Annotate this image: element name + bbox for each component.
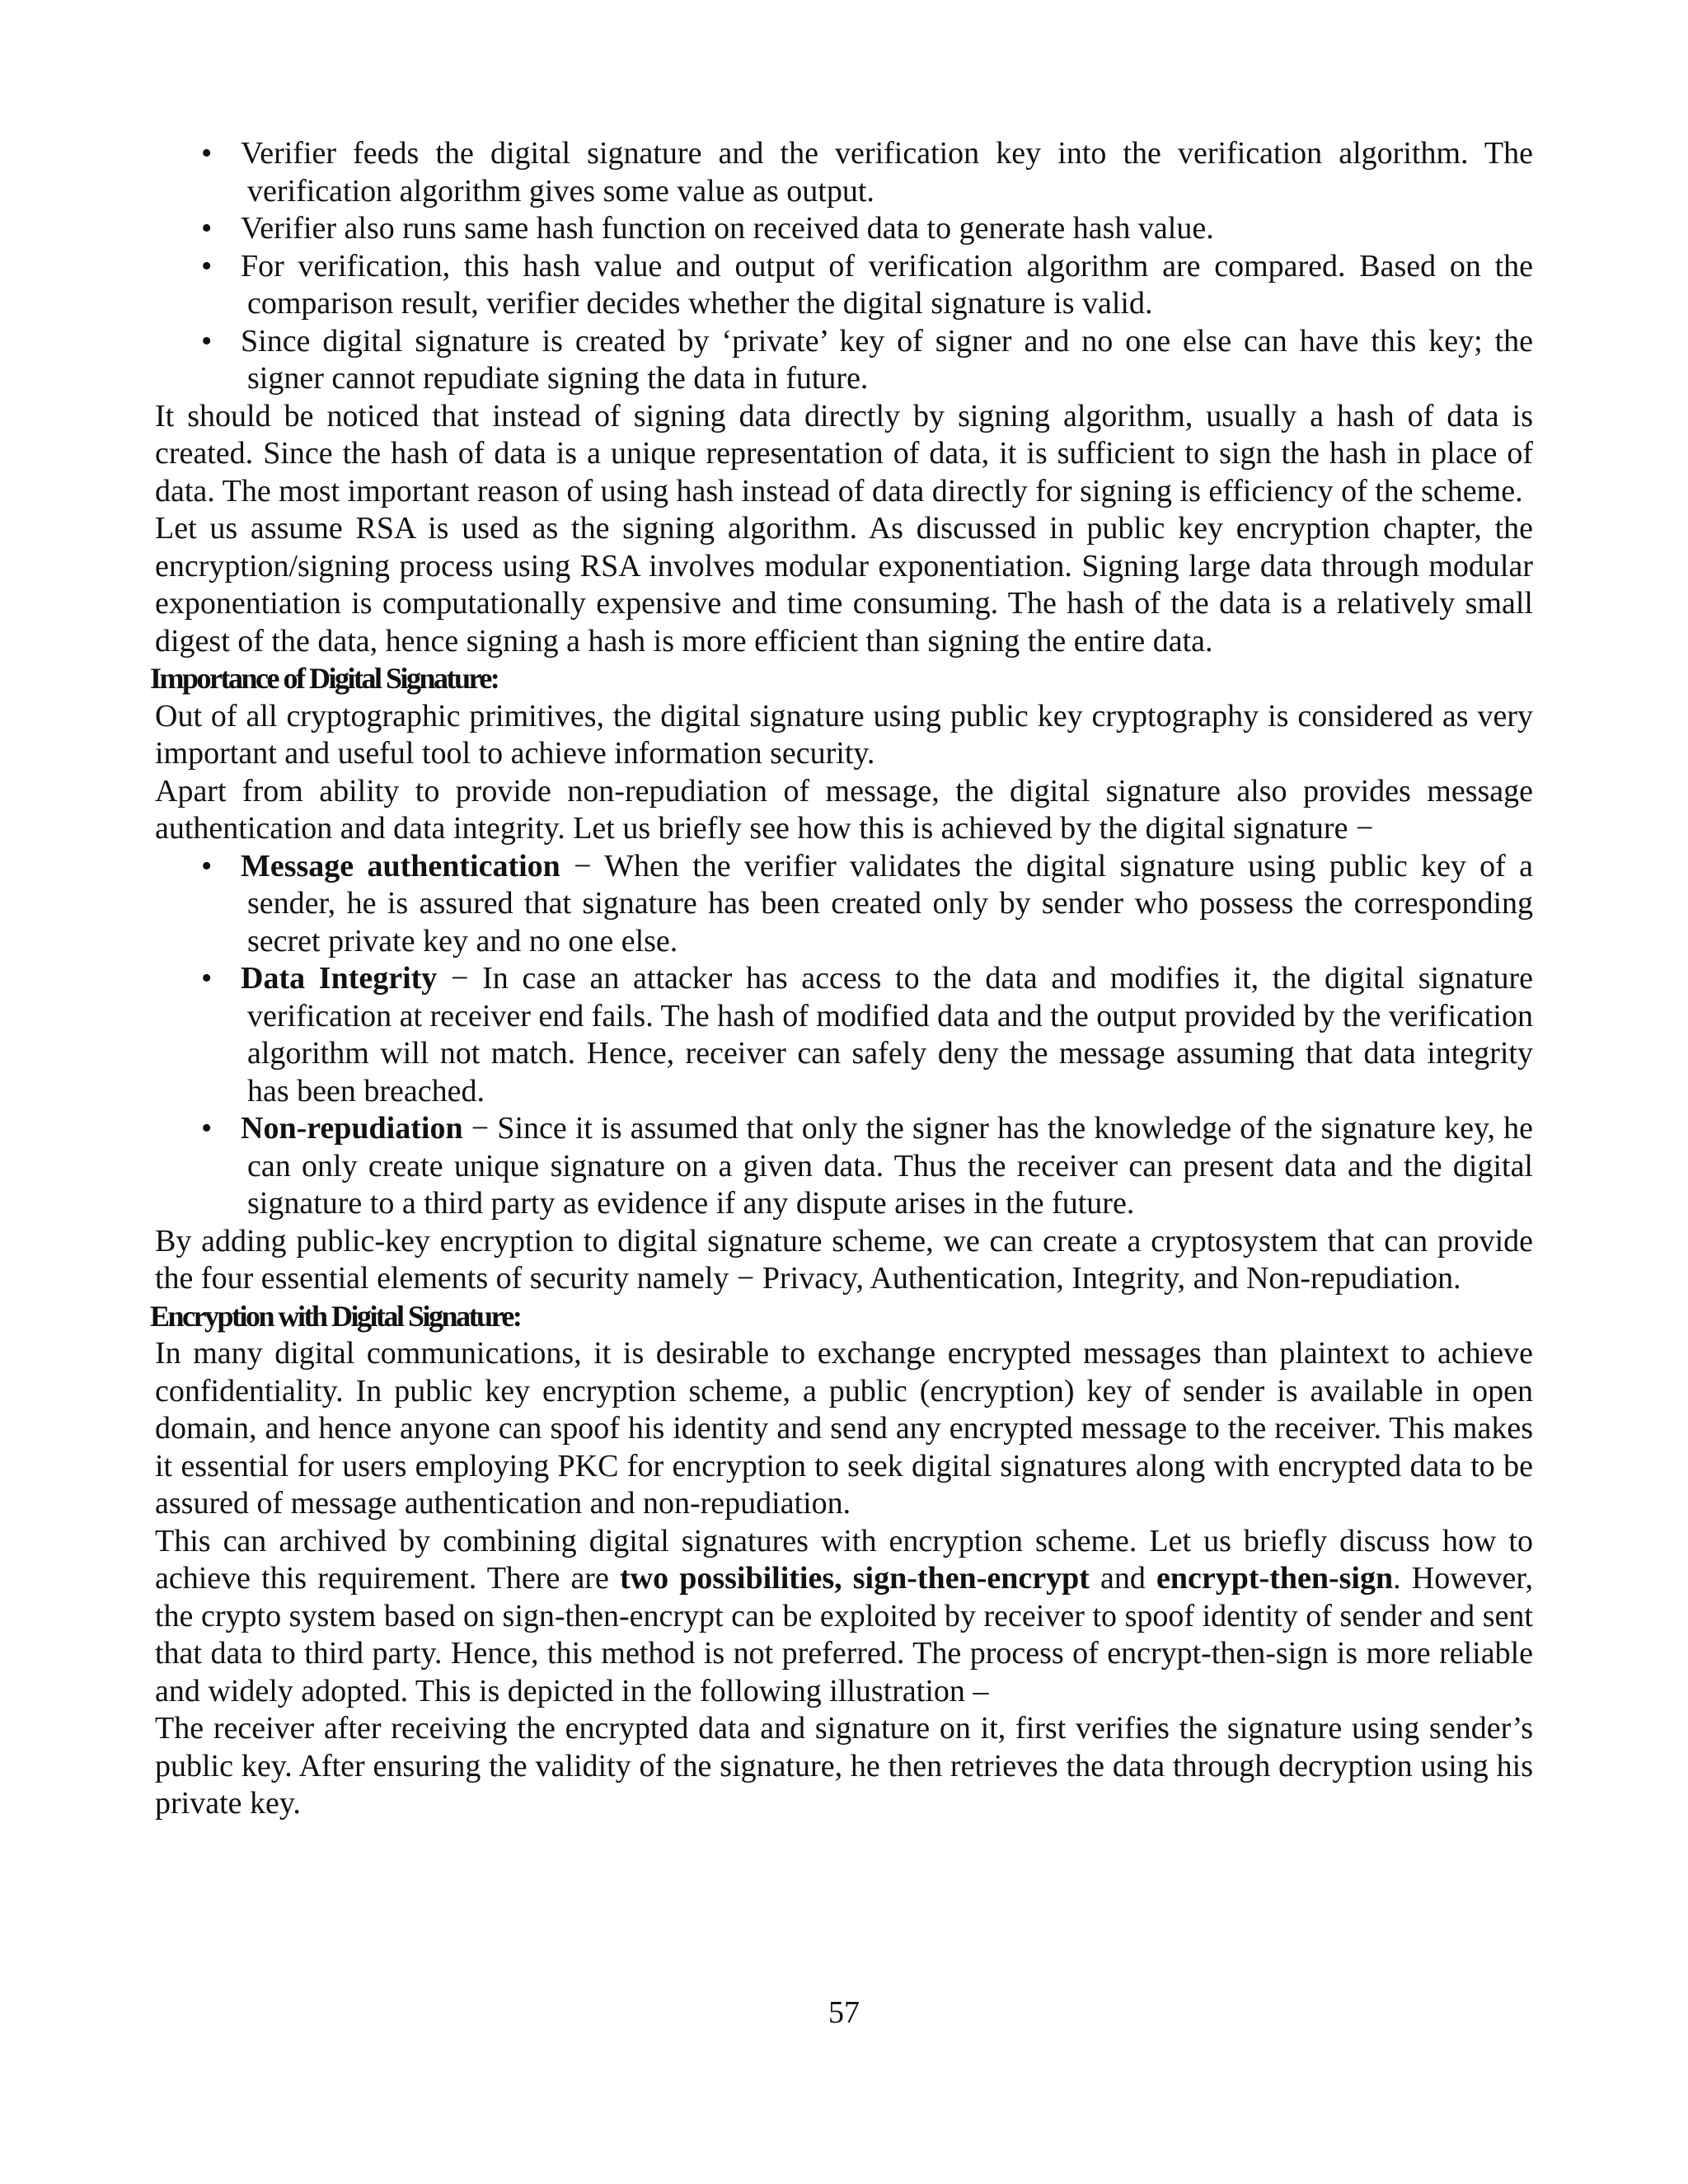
verification-steps-list: [155, 135, 1533, 398]
paragraph-encryption-2: [155, 1523, 1533, 1711]
list-item: [155, 960, 1533, 1110]
list-item: • Verifier also runs same hash function on received data to generate hash value.: [155, 210, 1533, 248]
list-item: [155, 848, 1533, 961]
heading-importance: Importance of Digital Signature:: [150, 662, 499, 695]
list-item: • Verifier feeds the digital signature and the verification key into the verification algorithm. The verification algorithm gives some value as output.: [155, 135, 1533, 210]
term-description: − When the verifier validates the digital signature using public key of a sender, he is assured that signature has been created only by sender who possess the corresponding secret private key and no one else.: [247, 848, 1533, 958]
heading-encryption: Encryption with Digital Signature:: [150, 1299, 521, 1333]
paragraph-importance-2: Apart from ability to provide non-repudiation of message, the digital signature also provides message authentication and data integrity. Let us briefly see how this is achieved by the digital signature −: [155, 773, 1533, 846]
term-description: − In case an attacker has access to the data and modifies it, the digital signature verification at receiver end fails. The hash of modified data and the output provided by the verification algorithm will not match. Hence, receiver can safely deny the message assuming that data integrity has been breached.: [247, 961, 1534, 1108]
text-run: . However, the crypto system based on sign-then-encrypt can be exploited by receiver to spoof identity of sender and sent that data to third party. Hence, this method is not preferred. The process of encrypt-then-sign is more reliable and widely adopted. This is depicted in the following illustration –: [155, 1561, 1534, 1708]
term-message-authentication: Message authentication: [241, 848, 560, 883]
importance-list: [155, 848, 1533, 1223]
text-run: This can archived by combining digital signatures with encryption scheme. Let us briefly discuss how to achieve this requirement. There are: [155, 1523, 1533, 1596]
paragraph-receiver: The receiver after receiving the encrypted data and signature on it, first verifies the signature using sender’s public key. After ensuring the validity of the signature, he then retrieves the data through decryption using his private key.: [155, 1711, 1533, 1821]
list-item: • Since digital signature is created by ‘private’ key of signer and no one else can have this key; the signer cannot repudiate signing the data in future.: [155, 323, 1533, 398]
page-content: [150, 135, 1534, 1823]
term-data-integrity: Data Integrity: [241, 961, 438, 996]
paragraph-importance-1: Out of all cryptographic primitives, the digital signature using public key cryptography is considered as very important and useful tool to achieve information security.: [155, 698, 1533, 771]
list-item: [155, 1110, 1533, 1223]
bold-two-possibilities: two possibilities, sign-then-encrypt: [619, 1561, 1090, 1596]
paragraph-four-elements: By adding public-key encryption to digital signature scheme, we can create a cryptosystem that can provide the four essential elements of security namely − Privacy, Authentication, Integrity, and Non-repudiation.: [155, 1223, 1533, 1296]
term-description: − Since it is assumed that only the signer has the knowledge of the signature key, he can only create unique signature on a given data. Thus the receiver can present data and the digital signature to a third party as evidence if any dispute arises in the future.: [247, 1111, 1533, 1221]
term-non-repudiation: Non-repudiation: [241, 1111, 463, 1146]
text-run: and: [1089, 1561, 1157, 1596]
bold-encrypt-then-sign: encrypt-then-sign: [1156, 1561, 1394, 1596]
paragraph-encryption-1: In many digital communications, it is desirable to exchange encrypted messages than plaintext to achieve confidentiality. In public key encryption scheme, a public (encryption) key of sender is available in open domain, and hence anyone can spoof his identity and send any encrypted message to the receiver. This makes it essential for users employing PKC for encryption to seek digital signatures along with encrypted data to be assured of message authentication and non-repudiation.: [155, 1336, 1533, 1521]
paragraph-rsa: Let us assume RSA is used as the signing algorithm. As discussed in public key encryption chapter, the encryption/signing process using RSA involves modular exponentiation. Signing large data through modular exponentiation is computationally expensive and time consuming. The hash of the data is a relatively small digest of the data, hence signing a hash is more efficient than signing the entire data.: [155, 511, 1533, 658]
paragraph-hash: It should be noticed that instead of signing data directly by signing algorithm, usually a hash of data is created. Since the hash of data is a unique representation of data, it is sufficient to sign the hash in place of data. The most important reason of using hash instead of data directly for signing is efficiency of the scheme.: [155, 398, 1533, 509]
list-item: • For verification, this hash value and output of verification algorithm are compared. Based on the comparison result, verifier decides whether the digital signature is valid.: [155, 248, 1533, 323]
page-number: 57: [828, 1995, 860, 2030]
